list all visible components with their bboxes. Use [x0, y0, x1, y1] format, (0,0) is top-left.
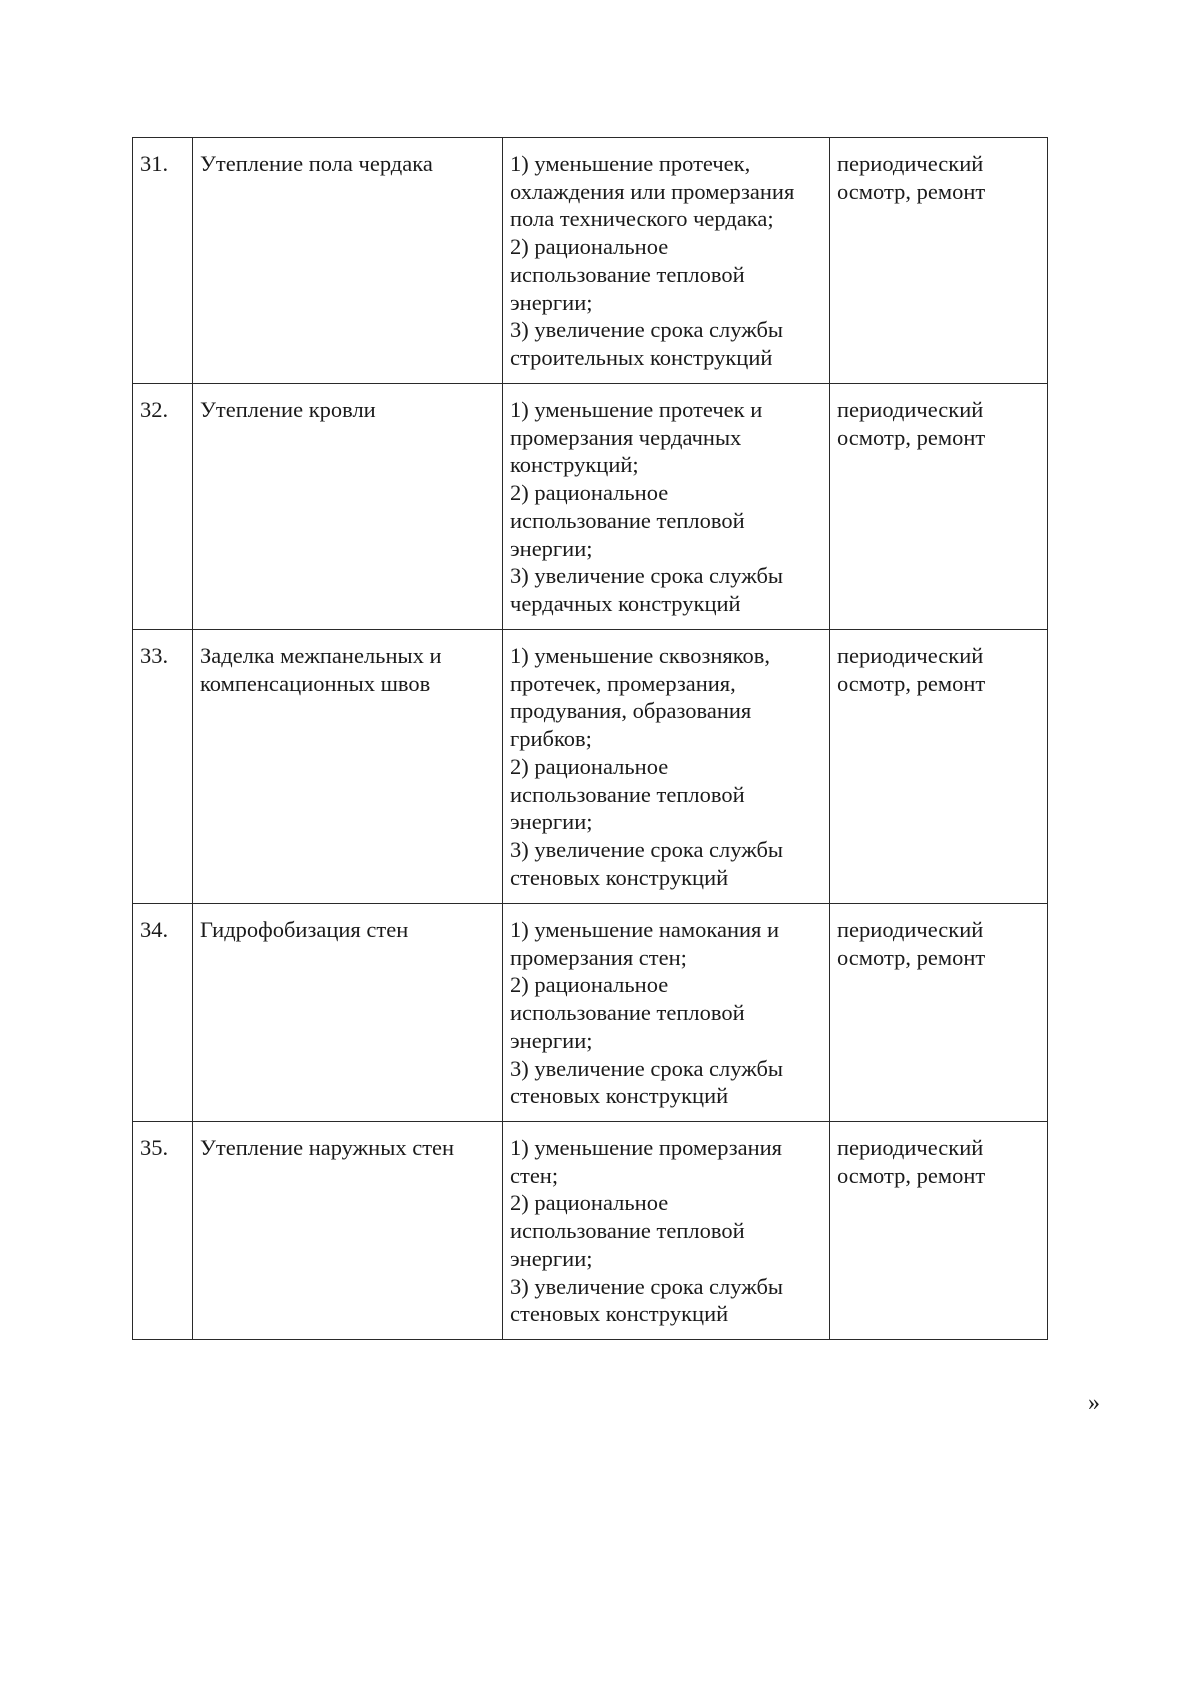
measure-name-line: Утепление пола чердака — [200, 151, 433, 176]
control-method-line: периодический — [837, 151, 984, 176]
measure-effect-line: использование тепловой — [510, 1218, 745, 1244]
control-method-line: осмотр, ремонт — [837, 178, 986, 204]
measure-effect-line: использование тепловой — [510, 781, 745, 807]
measure-effect-line: пола технического чердака; — [510, 206, 774, 232]
table-row — [133, 630, 1048, 904]
measure-effect-line: грибков; — [510, 726, 592, 752]
row-number-cell — [133, 630, 193, 904]
measure-effect-line: 1) уменьшение протечек, — [510, 151, 751, 176]
measure-effect-line: энергии; — [510, 809, 593, 835]
table-body — [133, 138, 1048, 1340]
control-method-line: периодический — [837, 643, 984, 668]
control-method-line: осмотр, ремонт — [837, 670, 986, 696]
control-method-line: осмотр, ремонт — [837, 424, 986, 450]
row-number-cell — [133, 384, 193, 630]
measure-effect-line: конструкций; — [510, 452, 639, 478]
measure-effect-line: промерзания чердачных — [510, 424, 742, 450]
control-method-line: периодический — [837, 397, 984, 422]
measure-name-line: Заделка межпанельных и — [200, 643, 442, 668]
closing-quote: » — [1088, 1390, 1100, 1416]
measure-effect-line: использование тепловой — [510, 1000, 745, 1026]
measure-effect-line: 2) рациональное — [510, 234, 669, 260]
measure-effect-line: стеновых конструкций — [510, 864, 729, 890]
row-number: 33. — [140, 643, 169, 668]
measure-effect-line: 2) рациональное — [510, 753, 669, 779]
row-number-cell — [133, 138, 193, 384]
control-method-line: осмотр, ремонт — [837, 1162, 986, 1188]
measure-effect-line: 1) уменьшение промерзания — [510, 1135, 783, 1160]
measure-effect-line: 1) уменьшение намокания и — [510, 917, 780, 942]
measure-effect-line: использование тепловой — [510, 261, 745, 287]
control-method-cell — [830, 630, 1048, 904]
control-method-cell — [830, 384, 1048, 630]
measure-effect-line: 2) рациональное — [510, 480, 669, 506]
measure-name-cell — [193, 138, 503, 384]
control-method-line: периодический — [837, 1135, 984, 1160]
table-row — [133, 384, 1048, 630]
row-number: 34. — [140, 917, 169, 942]
measure-effect-cell — [503, 384, 830, 630]
measure-effect-line: энергии; — [510, 289, 593, 315]
measure-effect-cell — [503, 630, 830, 904]
measure-effect-line: 3) увеличение срока службы — [510, 1273, 784, 1299]
measure-effect-line: строительных конструкций — [510, 344, 773, 370]
measure-effect-line: 1) уменьшение сквозняков, — [510, 643, 771, 668]
control-method-line: осмотр, ремонт — [837, 944, 986, 970]
row-number: 35. — [140, 1135, 169, 1160]
row-number: 32. — [140, 397, 169, 422]
measure-effect-line: 2) рациональное — [510, 1190, 669, 1216]
measure-name-line: Гидрофобизация стен — [200, 917, 409, 942]
table-row — [133, 138, 1048, 384]
measure-effect-line: энергии; — [510, 535, 593, 561]
measure-name-line: Утепление наружных стен — [200, 1135, 455, 1160]
measure-effect-line: стеновых конструкций — [510, 1301, 729, 1327]
measure-effect-line: стен; — [510, 1162, 559, 1188]
row-number-cell — [133, 1122, 193, 1340]
measure-name-cell — [193, 630, 503, 904]
measure-effect-line: 3) увеличение срока службы — [510, 563, 784, 589]
measure-effect-line: стеновых конструкций — [510, 1083, 729, 1109]
table-row — [133, 904, 1048, 1122]
measure-effect-line: энергии; — [510, 1245, 593, 1271]
measure-effect-line: 3) увеличение срока службы — [510, 1055, 784, 1081]
table-row — [133, 1122, 1048, 1340]
row-number-cell — [133, 904, 193, 1122]
control-method-cell — [830, 1122, 1048, 1340]
control-method-line: периодический — [837, 917, 984, 942]
measure-effect-cell — [503, 1122, 830, 1340]
measure-effect-line: охлаждения или промерзания — [510, 178, 795, 204]
measure-name-cell — [193, 904, 503, 1122]
measure-effect-line: 1) уменьшение протечек и — [510, 397, 763, 422]
row-number: 31. — [140, 151, 169, 176]
measure-effect-cell — [503, 904, 830, 1122]
measure-effect-line: 3) увеличение срока службы — [510, 317, 784, 343]
measure-effect-line: протечек, промерзания, — [510, 670, 736, 696]
control-method-cell — [830, 138, 1048, 384]
control-method-cell — [830, 904, 1048, 1122]
measure-effect-line: энергии; — [510, 1027, 593, 1053]
measure-effect-cell — [503, 138, 830, 384]
measure-effect-line: чердачных конструкций — [510, 590, 741, 616]
measure-effect-line: использование тепловой — [510, 507, 745, 533]
measure-name-cell — [193, 1122, 503, 1340]
measure-effect-line: промерзания стен; — [510, 944, 687, 970]
measure-name-line: компенсационных швов — [200, 670, 431, 696]
measure-name-line: Утепление кровли — [200, 397, 376, 422]
measure-name-cell — [193, 384, 503, 630]
measures-table — [132, 137, 1048, 1340]
measure-effect-line: 3) увеличение срока службы — [510, 836, 784, 862]
measure-effect-line: продувания, образования — [510, 698, 752, 724]
measure-effect-line: 2) рациональное — [510, 972, 669, 998]
